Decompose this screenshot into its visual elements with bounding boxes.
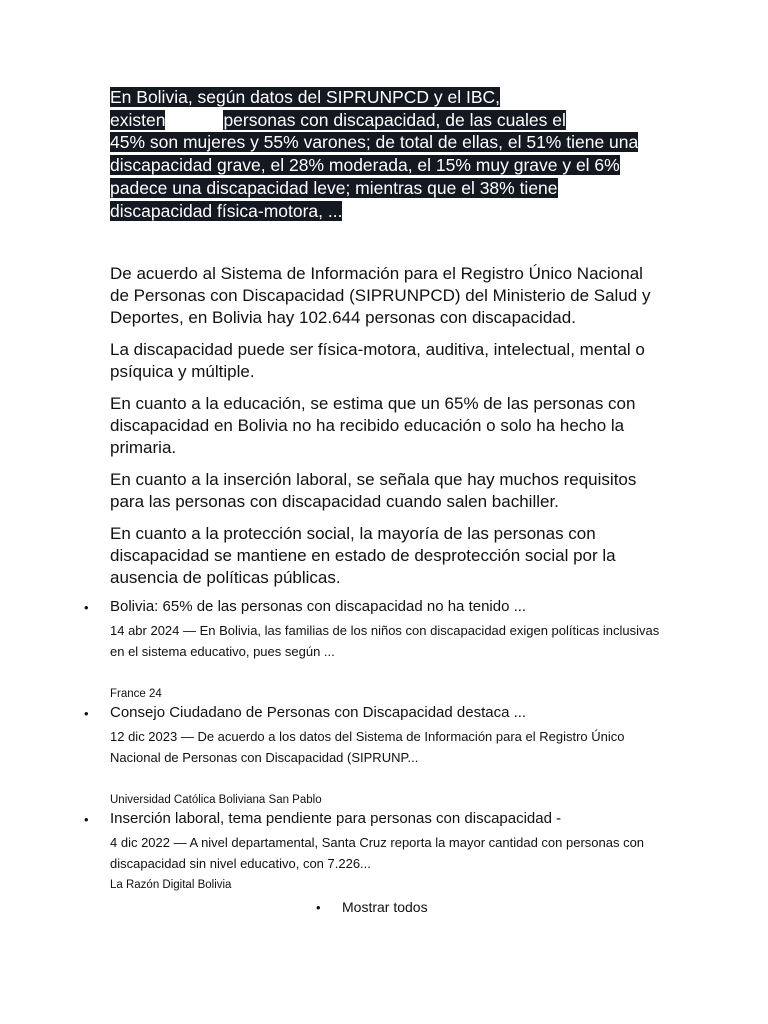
paragraph-social-protection: En cuanto a la protección social, la mayoría de las personas con discapacidad se mantiene en estado de desprotección social por la ausencia de políticas públicas. [110, 524, 616, 588]
paragraph-types: La discapacidad puede ser física-motora, auditiva, intelectual, mental o psíquica y múltiple. [110, 340, 645, 382]
show-all-link[interactable]: Mostrar todos [342, 899, 428, 915]
bullet-icon: • [84, 812, 89, 827]
paragraph-siprunpcd: De acuerdo al Sistema de Información para el Registro Único Nacional de Personas con Discapacidad (SIPRUNPCD) del Ministerio de Salud y Deportes, en Bolivia hay 102.644 personas con discapacidad. [110, 264, 651, 328]
summary-paragraphs [110, 263, 662, 589]
result-source: France 24 [110, 688, 162, 700]
result-title-link[interactable]: Inserción laboral, tema pendiente para personas con discapacidad - [110, 810, 562, 827]
result-snippet: 4 dic 2022 — A nivel departamental, Santa Cruz reporta la mayor cantidad con personas con discapacidad sin nivel educativo, con 7.226... [110, 835, 645, 871]
featured-snippet-rest: 45% son mujeres y 55% varones; de total de ellas, el 51% tiene una discapacidad grave, el 28% moderada, el 15% muy grave y el 6% padece una discapacidad leve; mientras que el 38% tiene discapacidad física-motora, ... [110, 132, 639, 221]
bullet-icon: • [84, 600, 89, 615]
result-snippet: 12 dic 2023 — De acuerdo a los datos del Sistema de Información para el Registro Único Nacional de Personas con Discapacidad (SIPRUNP... [110, 729, 625, 765]
search-results-list [84, 597, 684, 892]
show-all-item [316, 898, 428, 917]
paragraph-employment: En cuanto a la inserción laboral, se señala que hay muchos requisitos para las personas con discapacidad cuando salen bachiller. [110, 470, 637, 512]
bullet-icon: • [84, 706, 89, 721]
list-item [84, 597, 684, 703]
result-snippet: 14 abr 2024 — En Bolivia, las familias de los niños con discapacidad exigen políticas inclusivas en el sistema educativo, pues según ... [110, 623, 660, 659]
result-title-link[interactable]: Consejo Ciudadano de Personas con Discapacidad destaca ... [110, 704, 527, 721]
featured-snippet-line-2a: existen [110, 109, 166, 130]
result-title-link[interactable]: Bolivia: 65% de las personas con discapacidad no ha tenido ... [110, 598, 527, 615]
featured-snippet-line-2b: personas con discapacidad, de las cuales el [223, 109, 566, 130]
bullet-icon: • [316, 900, 321, 915]
result-source: La Razón Digital Bolivia [110, 879, 232, 891]
list-item [84, 809, 684, 892]
redacted-gap [165, 111, 223, 129]
paragraph-education: En cuanto a la educación, se estima que un 65% de las personas con discapacidad en Bolivia no ha recibido educación o solo ha hecho la primaria. [110, 394, 636, 458]
list-item [84, 703, 684, 809]
document-body [110, 86, 662, 599]
featured-snippet-line-1: En Bolivia, según datos del SIPRUNPCD y el IBC, [110, 87, 501, 107]
featured-snippet [110, 86, 662, 222]
result-source: Universidad Católica Boliviana San Pablo [110, 794, 322, 806]
